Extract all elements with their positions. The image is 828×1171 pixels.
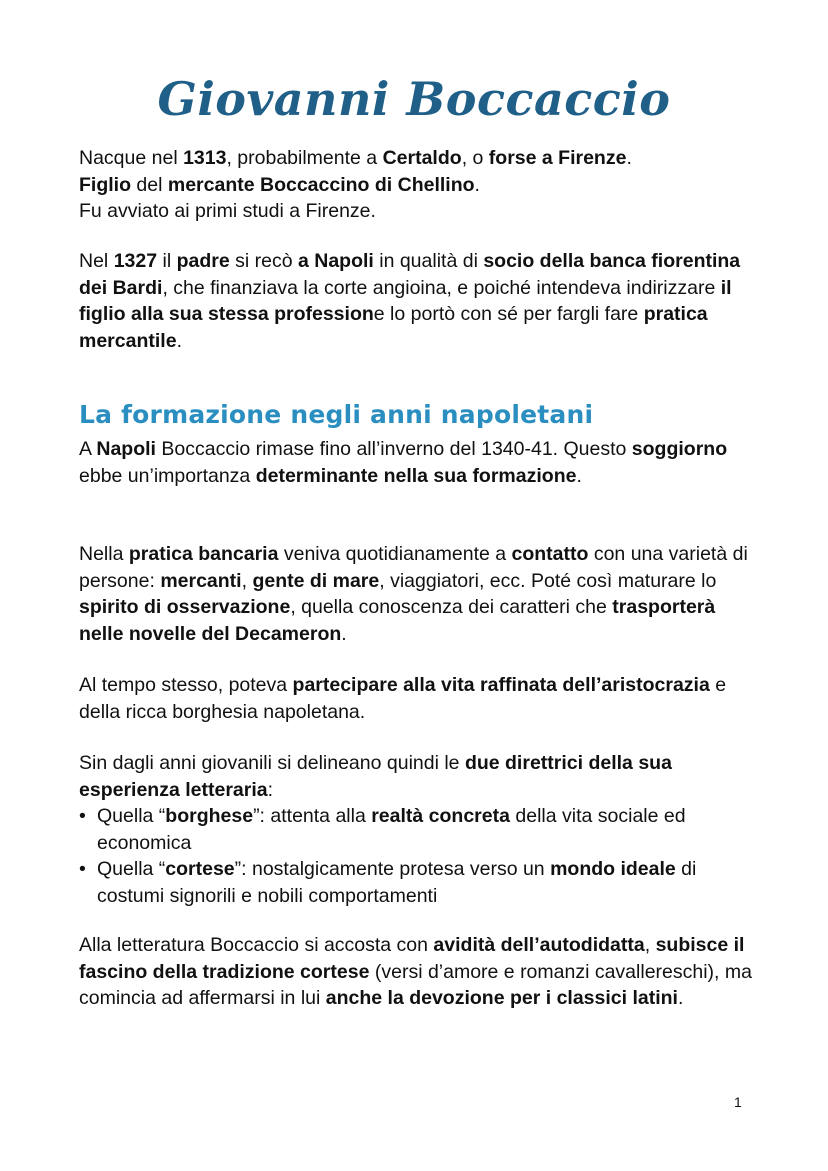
list-item: • Quella “cortese”: nostalgicamente protesa verso un mondo ideale di costumi signorili e nobili comportamenti	[79, 856, 759, 909]
page-number: 1	[734, 1094, 742, 1110]
paragraph: Nel 1327 il padre si recò a Napoli in qualità di socio della banca fiorentina dei Bardi, che finanziava la corte angioina, e poiché intendeva indirizzare il figlio alla sua stessa professione lo portò con sé per fargli fare pratica mercantile.	[79, 250, 741, 352]
paragraph: Sin dagli anni giovanili si delineano quindi le due direttrici della sua esperienza letteraria:	[79, 752, 672, 801]
section-paragraph-2	[79, 541, 759, 647]
paragraph: Alla letteratura Boccaccio si accosta con avidità dell’autodidatta, subisce il fascino della tradizione cortese (versi d’amore e romanzi cavallereschi), ma comincia ad affermarsi in lui anche la devozione per i classici latini.	[79, 934, 752, 1009]
intro-block-2	[79, 248, 759, 354]
bullet-list	[79, 803, 759, 909]
paragraph: Al tempo stesso, poteva partecipare alla vita raffinata dell’aristocrazia e della ricca borghesia napoletana.	[79, 674, 727, 723]
paragraph: A Napoli Boccaccio rimase fino all’inverno del 1340-41. Questo soggiorno ebbe un’importanza determinante nella sua formazione.	[79, 438, 728, 487]
paragraph: Nacque nel 1313, probabilmente a Certaldo, o forse a Firenze. Figlio del mercante Boccaccino di Chellino. Fu avviato ai primi studi a Firenze.	[79, 147, 632, 222]
section-paragraph-1	[79, 436, 759, 489]
paragraph: Nella pratica bancaria veniva quotidianamente a contatto con una varietà di persone: mercanti, gente di mare, viaggiatori, ecc. Poté così maturare lo spirito di osservazione, quella conoscenza dei caratteri che trasporterà nelle novelle del Decameron.	[79, 543, 748, 645]
section-paragraph-4	[79, 750, 759, 909]
intro-block-1	[79, 145, 759, 225]
section-heading: La formazione negli anni napoletani	[79, 400, 594, 429]
list-item: • Quella “borghese”: attenta alla realtà concreta della vita sociale ed economica	[79, 803, 759, 856]
section-paragraph-3	[79, 672, 759, 725]
section-paragraph-5	[79, 932, 759, 1012]
page-title: Giovanni Boccaccio	[157, 72, 671, 126]
